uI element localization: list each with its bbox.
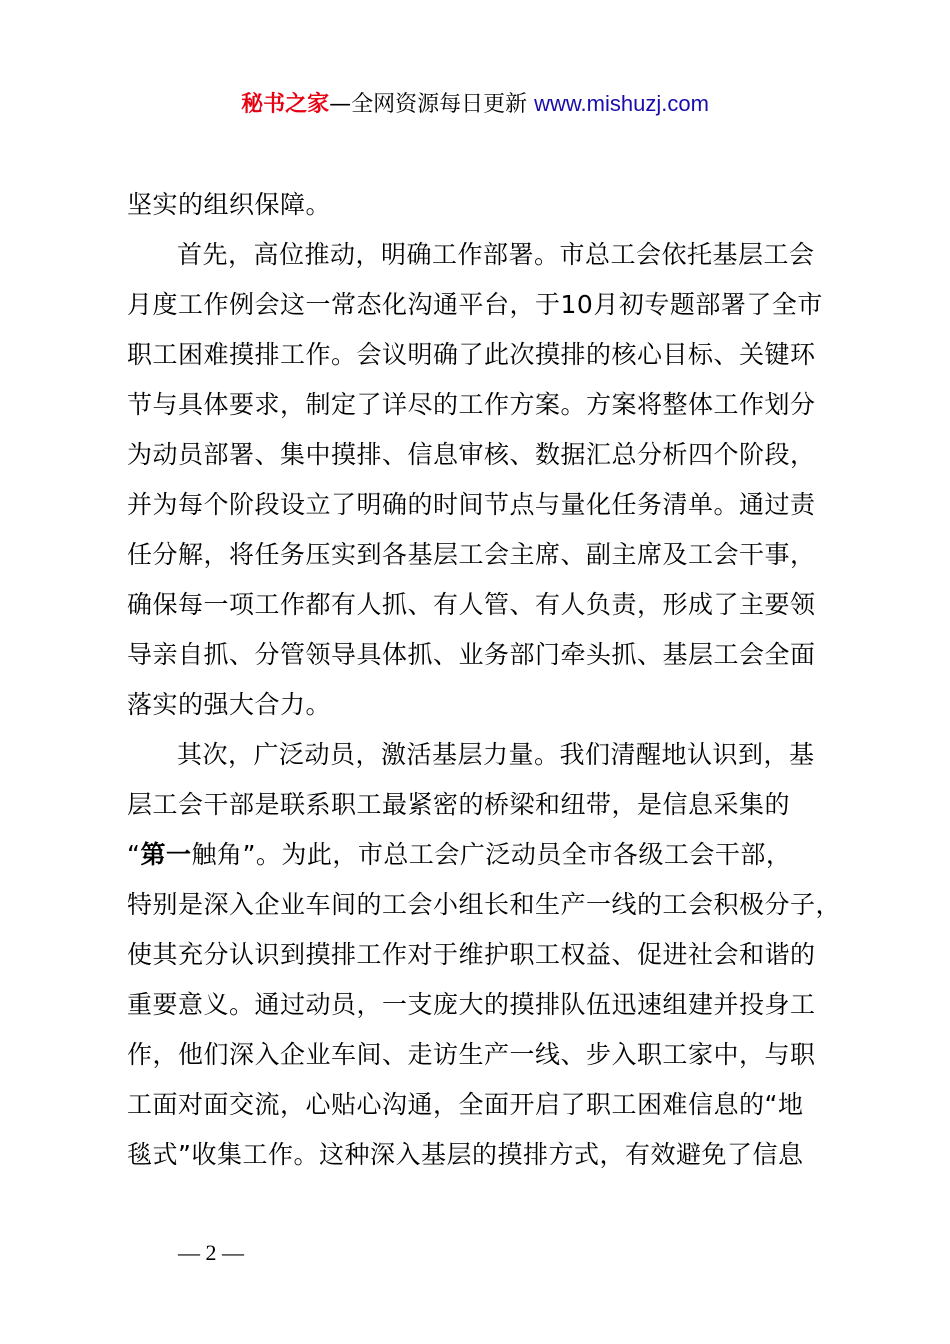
text-line: 使其充分认识到摸排工作对于维护职工权益、促进社会和谐的: [127, 940, 816, 969]
text-line: 确保每一项工作都有人抓、有人管、有人负责，形成了主要领: [127, 590, 816, 619]
site-header: [0, 88, 950, 121]
text-line: 坚实的组织保障。: [127, 190, 332, 219]
text-line: 作，他们深入企业车间、走访生产一线、步入职工家中，与职: [127, 1040, 816, 1069]
text-line: 落实的强大合力。: [127, 690, 332, 719]
text-line-with-emphasis: [127, 830, 837, 880]
text-line: 导亲自抓、分管领导具体抓、业务部门牵头抓、基层工会全面: [127, 640, 816, 669]
text-line: 特别是深入企业车间的工会小组长和生产一线的工会积极分子，: [127, 890, 842, 919]
text-line: 工面对面交流，心贴心沟通，全面开启了职工困难信息的“地: [127, 1090, 804, 1119]
text-line: 层工会干部是联系职工最紧密的桥梁和纽带，是信息采集的: [127, 790, 791, 819]
text-line: 任分解，将任务压实到各基层工会主席、副主席及工会干事，: [127, 540, 816, 569]
open-quote: “: [127, 840, 141, 869]
emphasis-text: 第一: [140, 840, 192, 869]
site-slogan: —全网资源每日更新: [329, 92, 535, 117]
paragraph-first-line: 首先，高位推动，明确工作部署。市总工会依托基层工会: [177, 240, 815, 269]
site-url-link[interactable]: www.mishuzj.com: [534, 91, 709, 116]
text-line: 毯式”收集工作。这种深入基层的摸排方式，有效避免了信息: [127, 1140, 804, 1169]
paragraph-first-line: 其次，广泛动员，激活基层力量。我们清醒地认识到，基: [177, 740, 815, 769]
page-number: — 2 —: [178, 1240, 244, 1265]
text-line: 节与具体要求，制定了详尽的工作方案。方案将整体工作划分: [127, 390, 816, 419]
text-line: 为动员部署、集中摸排、信息审核、数据汇总分析四个阶段，: [127, 440, 816, 469]
document-body: [127, 180, 842, 1180]
text-segment: 触角”。为此，市总工会广泛动员全市各级工会干部，: [191, 840, 792, 869]
site-brand: 秘书之家: [241, 92, 330, 117]
text-line: 职工困难摸排工作。会议明确了此次摸排的核心目标、关键环: [127, 340, 816, 369]
text-line: 月度工作例会这一常态化沟通平台，于10月初专题部署了全市: [127, 290, 823, 319]
text-line: 并为每个阶段设立了明确的时间节点与量化任务清单。通过责: [127, 490, 816, 519]
text-line: 重要意义。通过动员，一支庞大的摸排队伍迅速组建并投身工: [127, 990, 816, 1019]
